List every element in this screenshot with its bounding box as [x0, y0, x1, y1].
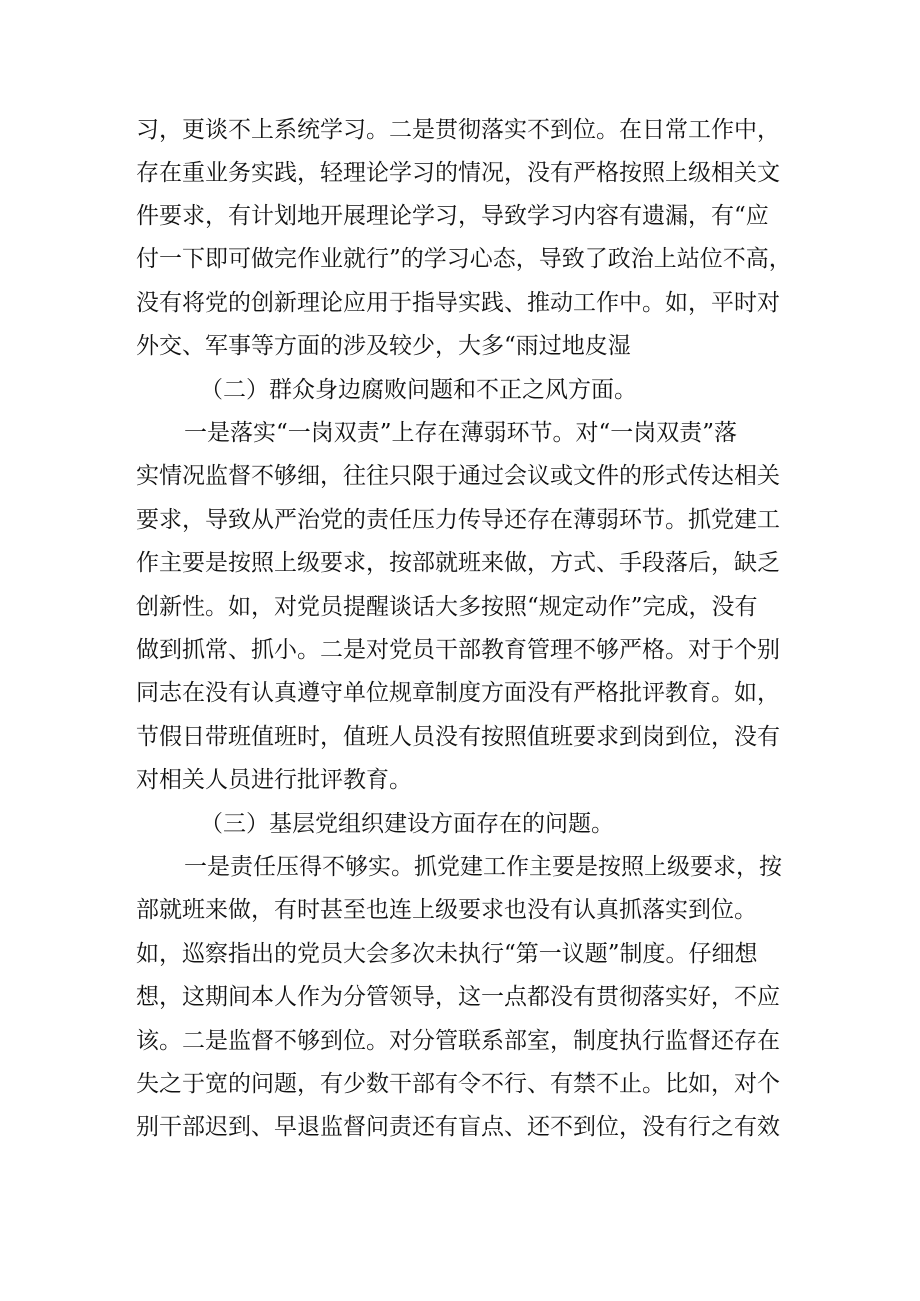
paragraph-line: 部就班来做，有时甚至也连上级要求也没有认真抓落实到位。 — [136, 897, 757, 923]
paragraph-line: 一是责任压得不够实。抓党建工作主要是按照上级要求，按 — [184, 854, 782, 880]
paragraph-line: 外交、军事等方面的涉及较少，大多“雨过地皮湿 — [136, 333, 631, 359]
paragraph-line: 件要求，有计划地开展理论学习，导致学习内容有遗漏，有“应 — [136, 203, 769, 229]
paragraph-line: 习，更谈不上系统学习。二是贯彻落实不到位。在日常工作中， — [136, 117, 780, 143]
paragraph-line: 对相关人员进行批评教育。 — [136, 767, 412, 793]
paragraph-line: 做到抓常、抓小。二是对党员干部教育管理不够严格。对于个别 — [136, 637, 780, 663]
paragraph-line: 该。二是监督不够到位。对分管联系部室，制度执行监督还存在 — [136, 1028, 780, 1054]
paragraph-line: 作主要是按照上级要求，按部就班来做，方式、手段落后，缺乏 — [136, 550, 780, 576]
paragraph-line: 要求，导致从严治党的责任压力传导还存在薄弱环节。抓党建工 — [136, 507, 780, 533]
section-heading: （二）群众身边腐败问题和不正之风方面。 — [200, 377, 637, 403]
paragraph-line: 存在重业务实践，轻理论学习的情况，没有严格按照上级相关文 — [136, 160, 780, 186]
paragraph-line: 实情况监督不够细，往往只限于通过会议或文件的形式传达相关 — [136, 463, 780, 489]
paragraph-line: 失之于宽的问题，有少数干部有令不行、有禁不止。比如，对个 — [136, 1071, 780, 1097]
paragraph-line: 同志在没有认真遵守单位规章制度方面没有严格批评教育。如， — [136, 680, 780, 706]
paragraph-line: 创新性。如，对党员提醒谈话大多按照“规定动作”完成，没有 — [136, 594, 758, 620]
paragraph-line: 节假日带班值班时，值班人员没有按照值班要求到岗到位，没有 — [136, 724, 780, 750]
paragraph-line: 付一下即可做完作业就行”的学习心态，导致了政治上站位不高， — [136, 246, 792, 272]
paragraph-line: 如，巡察指出的党员大会多次未执行“第一议题”制度。仔细想 — [136, 941, 758, 967]
paragraph-line: 别干部迟到、早退监督问责还有盲点、还不到位，没有行之有效 — [136, 1114, 780, 1140]
section-heading: （三）基层党组织建设方面存在的问题。 — [200, 811, 614, 837]
paragraph-line: 没有将党的创新理论应用于指导实践、推动工作中。如，平时对 — [136, 290, 780, 316]
paragraph-line: 想，这期间本人作为分管领导，这一点都没有贯彻落实好，不应 — [136, 984, 780, 1010]
paragraph-line: 一是落实“一岗双责”上存在薄弱环节。对“一岗双责”落 — [184, 420, 738, 446]
